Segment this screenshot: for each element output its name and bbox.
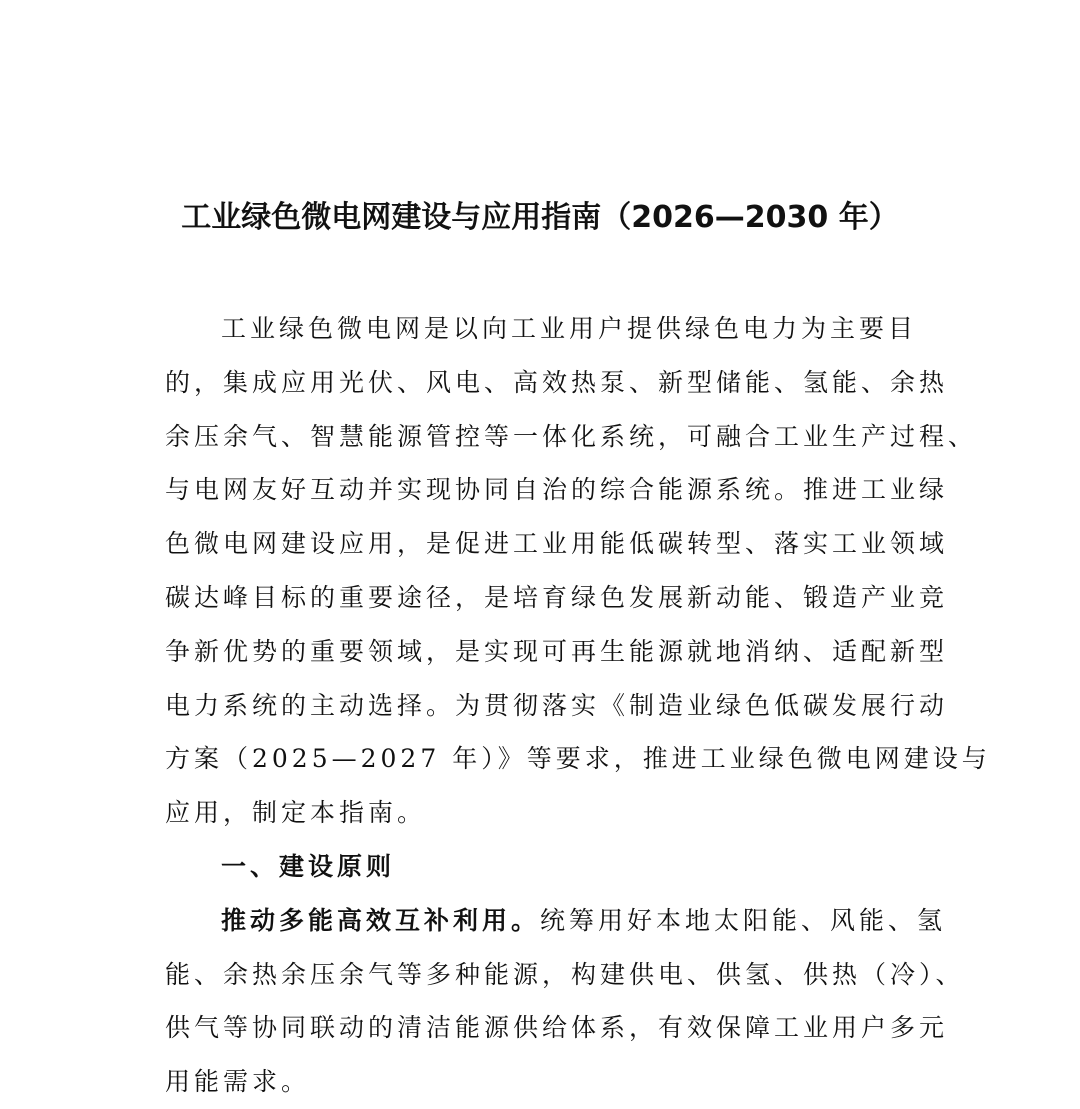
intro-line: 工业绿色微电网是以向工业用户提供绿色电力为主要目: [221, 314, 918, 343]
intro-line: 争新优势的重要领域，是实现可再生能源就地消纳、适配新型: [165, 636, 949, 666]
principle-line: 供气等协同联动的清洁能源供给体系，有效保障工业用户多元: [165, 1013, 949, 1043]
document-body: [165, 302, 991, 1109]
principle-line: 能、余热余压余气等多种能源，构建供电、供氢、供热（冷）、: [165, 959, 965, 989]
intro-line: 的，集成应用光伏、风电、高效热泵、新型储能、氢能、余热: [165, 367, 949, 397]
intro-line: 碳达峰目标的重要途径，是培育绿色发展新动能、锻造产业竞: [165, 582, 949, 612]
intro-line: 与电网友好互动并实现协同自治的综合能源系统。推进工业绿: [165, 475, 949, 505]
principle-lead: 推动多能高效互补利用。: [221, 905, 541, 935]
intro-line: 应用，制定本指南。: [165, 798, 427, 828]
intro-line: 方案（2025—2027 年）》等要求，推进工业绿色微电网建设与: [165, 744, 991, 774]
principle-text: 统筹用好本地太阳能、风能、氢: [540, 905, 947, 935]
section-heading: 一、建设原则: [221, 851, 396, 881]
document-title: 工业绿色微电网建设与应用指南（2026—2030 年）: [181, 200, 899, 235]
intro-line: 电力系统的主动选择。为贯彻落实《制造业绿色低碳发展行动: [165, 690, 949, 720]
intro-line: 余压余气、智慧能源管控等一体化系统，可融合工业生产过程、: [165, 421, 978, 451]
principle-paragraph-first-line: [165, 894, 947, 948]
intro-line: 色微电网建设应用，是促进工业用能低碳转型、落实工业领域: [165, 529, 949, 559]
principle-line: 用能需求。: [165, 1067, 311, 1097]
